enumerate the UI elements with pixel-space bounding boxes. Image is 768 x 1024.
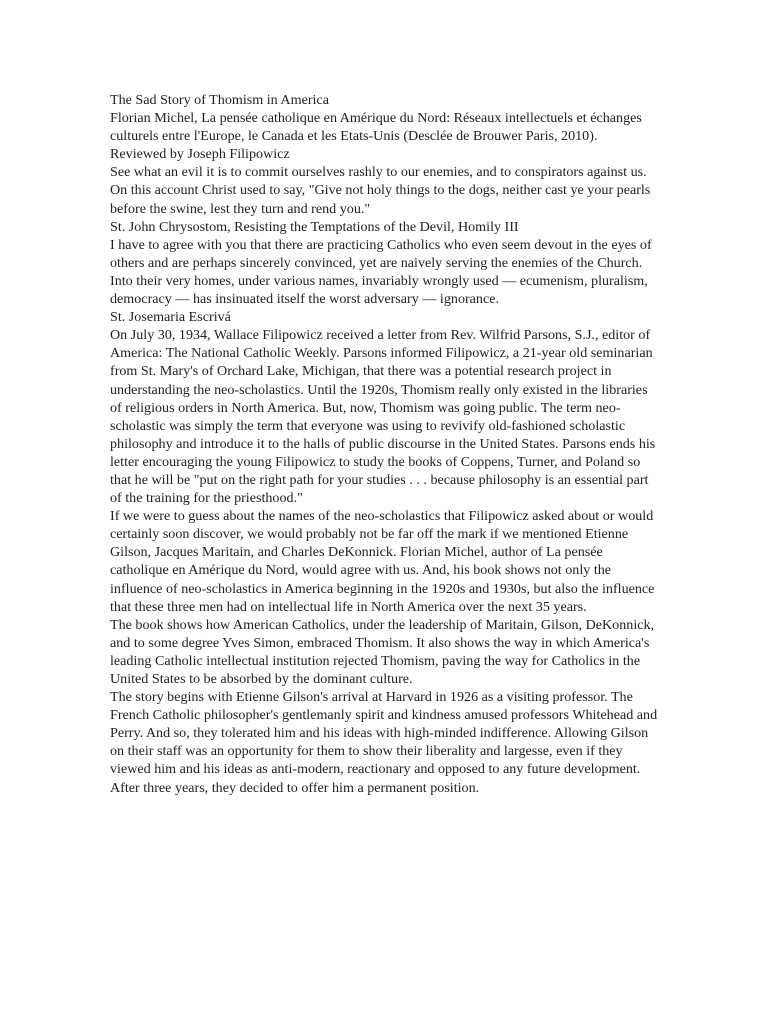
book-citation: Florian Michel, La pensée catholique en Amérique du Nord: Réseaux intellectuels et échanges culturels entre l'Europe, le Canada et les Etats-Unis (Desclée de Brouwer Paris, 2010). (110, 110, 642, 145)
body-paragraph: The story begins with Etienne Gilson's arrival at Harvard in 1926 as a visiting professor. The French Catholic philosopher's gentlemanly spirit and kindness amused professors Whitehead and Perry. And so, they tolerated him and his ideas with high-minded indifference. Allowing Gilson on their staff was an opportunity for them to show their liberality and largesse, even if they viewed him and his ideas as anti-modern, reactionary and opposed to any future development. After three years, they decided to offer him a permanent position. (110, 689, 658, 796)
body-paragraph: On July 30, 1934, Wallace Filipowicz received a letter from Rev. Wilfrid Parsons, S.J., editor of America: The National Catholic Weekly. Parsons informed Filipowicz, a 21-year old seminarian from St. Mary's of Orchard Lake, Michigan, that there was a potential research project in understanding the neo-scholastics. Until the 1920s, Thomism really only existed in the libraries of religious orders in North America. But, now, Thomism was going public. The term neo-scholastic was simply the term that everyone was using to revivify old-fashioned scholastic philosophy and introduce it to the halls of public discourse in the United States. Parsons ends his letter encouraging the young Filipowicz to study the books of Coppens, Turner, and Poland so that he will be "put on the right path for your studies . . . because philosophy is an essential part of the training for the priesthood." (110, 327, 656, 507)
body-paragraph: The book shows how American Catholics, under the leadership of Maritain, Gilson, DeKonnick, and to some degree Yves Simon, embraced Thomism. It also shows the way in which America's leading Catholic intellectual institution rejected Thomism, paving the way for Catholics in the United States to be absorbed by the dominant culture. (110, 616, 655, 687)
epigraph-quote: See what an evil it is to commit ourselves rashly to our enemies, and to conspirators against us. On this account Christ used to say, "Give not holy things to the dogs, neither cast ye your pearls before the swine, lest they turn and rend you." (110, 164, 651, 217)
epigraph-attribution: St. John Chrysostom, Resisting the Temptations of the Devil, Homily III (110, 218, 519, 235)
epigraph-quote: I have to agree with you that there are practicing Catholics who even seem devout in the eyes of others and are perhaps sincerely convinced, yet are naively serving the enemies of the Church. Into their very homes, under various names, invariably wrongly used — ecumenism, pluralism, democracy — has insinuated itself the worst adversary — ignorance. (110, 236, 652, 308)
document-body (110, 91, 662, 797)
epigraph-attribution: St. Josemaria Escrivá (110, 309, 231, 326)
reviewer-byline: Reviewed by Joseph Filipowicz (110, 146, 290, 163)
body-paragraph: If we were to guess about the names of the neo-scholastics that Filipowicz asked about or would certainly soon discover, we would probably not be far off the mark if we mentioned Etienne Gilson, Jacques Maritain, and Charles DeKonnick. Florian Michel, author of La pensée catholique en Amérique du Nord, would agree with us. And, his book shows not only the influence of neo-scholastics in America beginning in the 1920s and 1930s, but also the influence that these three men had on intellectual life in North America over the next 35 years. (110, 508, 655, 615)
document-title: The Sad Story of Thomism in America (110, 92, 329, 108)
